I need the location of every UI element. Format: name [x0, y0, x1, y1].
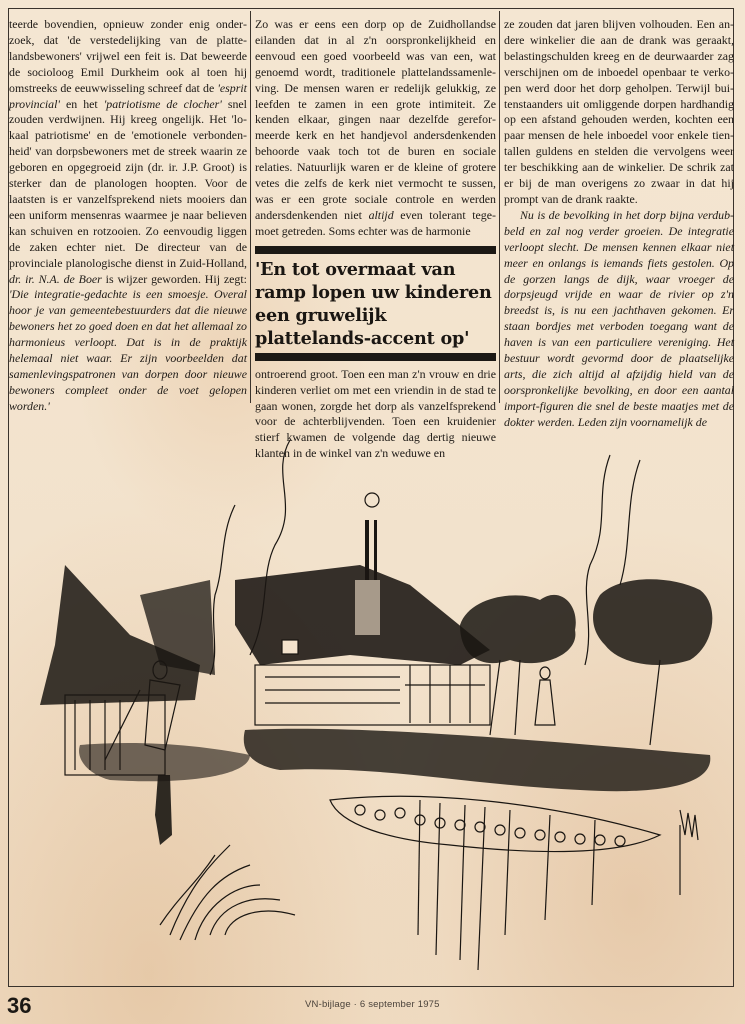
pull-quote	[255, 246, 496, 361]
pull-quote-text: 'En tot overmaat van ramp lopen uw kinderen een gruwelijk plattelands-accent op'	[255, 258, 492, 349]
pull-quote-rule-top	[255, 246, 496, 254]
paragraph: teerde bovendien, opnieuw zonder enig onderzoek, dat 'de verstedelijking van de plattelandsbewoners' vrijwel een feit is. Dat beweerde de socioloog Emil Durkheim ook al toen hij omstreeks de eeuwwisseling schreef dat de 'esprit provincial' en het 'patriotisme de clocher' snel zouden verdwijnen. Hij kreeg ongelijk. Het 'lokaal patriotisme' en de 'emotionele verbondenheid' van dorpsbewoners met de streek waarin ze geboren en opgegroeid zijn (dr. ir. J.P. Groot) is sterker dan de planologen hoopten. Voor de laatsten is er vanzelfsprekend niets mooiers dan een uniform mensenras waarmee je naar believen kan schuiven en rotzooien. Zo eenvoudig liggen de zaken echter niet. De directeur van de provinciale planologische dienst in Zuid-Holland, dr. ir. N.A. de Boer is wijzer geworden. Hij zegt: 'Die integratie-gedachte is een smoesje. Overal hoor je van gemeentebestuurders dat die nieuwe bewoners het zo goed doen en dat het allemaal zo harmonieus verloopt. Dat is in de praktijk helemaal niet waar. Er zijn voorbeelden dat samenlevingspatronen van dorpen door nieuwe bewoners compleet onder de voet gelopen worden.'	[9, 17, 247, 413]
page-number: 36	[7, 993, 32, 1018]
article-column-3	[504, 17, 734, 431]
article-column-2	[255, 17, 496, 462]
village-illustration	[20, 415, 730, 980]
paragraph: ontroerend groot. Toen een man z'n vrouw en drie kinderen verliet om met een vriendin in de stad te gaan wonen, zorgde het dorp als vanzelfsprekend voor de achterblijvenden. Toen een kruidenier stierf kwamen de volgende dag dertig nieuwe klanten in de winkel van z'n weduwe en	[255, 366, 496, 461]
paragraph: ze zouden dat jaren blijven volhouden. Een andere winkelier die aan de drank was geraakt, belastingschulden kreeg en de deurwaarder zag verschijnen om de inboedel openbaar te verkopen werd door het dorp geholpen. Terwijl buitenstaanders uit omliggende dorpen hardhandig op een afstand gehouden werden, kochten een paar mensen de hele inboedel voor enkele tientallen guldens en stelden die vervolgens weer ter beschikking aan de winkelier. De schrik zat er bij de man overigens zo zwaar in dat hij prompt van de drank raakte.	[504, 17, 734, 206]
column-divider	[499, 11, 500, 403]
paragraph-italic: Nu is de bevolking in het dorp bijna verdubbeld en zal nog verder groeien. De integratie verloopt slecht. De mensen kennen elkaar niet meer en onlangs is iemands fiets gestolen. Op de gorzen langs de dijk, waar vroeger de dorpsjeugd vrijde en waar de rivier op z'n breedst is, is nu een jachthaven gekomen. Er staan bordjes met verboden toegang want de haven is van een particuliere vereniging. Het bestuur wordt gevormd door de plaatselijke arts, die zich altijd al afzijdig hield van de oorspronkelijke bevolking, en door een aantal import-figuren die snel de beste maatjes met de dokter werden. Leden zijn voornamelijk de	[504, 207, 734, 429]
publication-source: VN-bijlage · 6 september 1975	[305, 999, 440, 1010]
paragraph: Zo was er eens een dorp op de Zuidhollandse eilanden dat in al z'n oorspronkelijkheid en eenvoud een goed voorbeeld was van een, wat genoemd wordt, traditionele plattelandssamenleving. De mensen waren er redelijk gelukkig, ze leefden te zamen in een grote intimiteit. Ze kenden elkaar, gingen naar dezelfde gereformeerde kerk en het handjevol andersdenkenden behoorde vaak toch tot de buren en sociale relaties. Natuurlijk waren er de kleine of grotere vetes die zelfs de kerk niet vermocht te sussen, was er een grote sociale controle en werden andersdenkenden niet altijd even tolerant tegemoet getreden. Soms echter was de harmonie	[255, 17, 496, 238]
pull-quote-rule-bottom	[255, 353, 496, 361]
article-column-1	[9, 17, 247, 415]
column-divider	[250, 11, 251, 403]
